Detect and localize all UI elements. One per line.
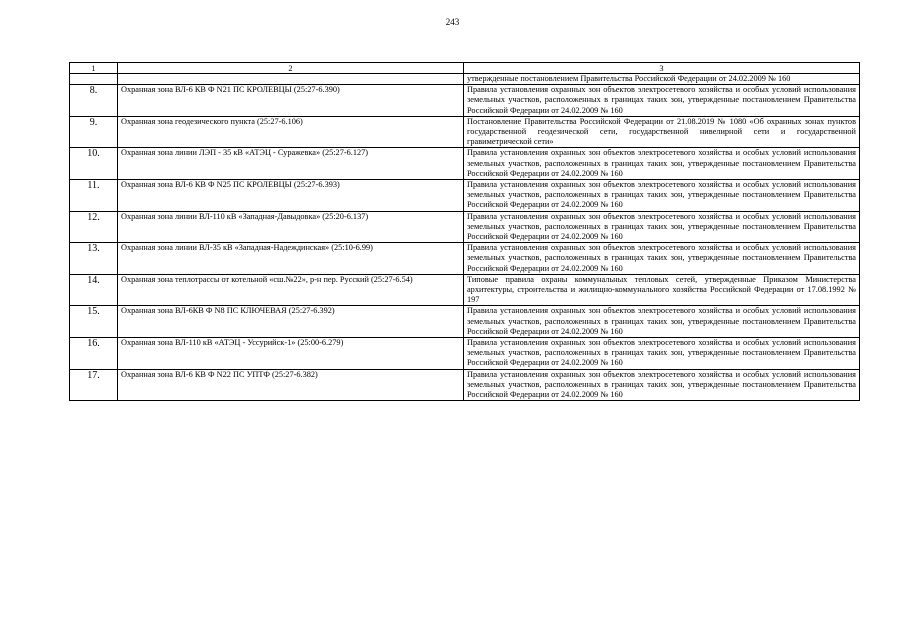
page-number: 243	[445, 17, 460, 27]
table-row	[70, 274, 860, 306]
column-header-1: 1	[70, 63, 118, 74]
row-number: 13.	[70, 243, 118, 275]
legal-basis: Правила установления охранных зон объектов электросетевого хозяйства и особых условий использования земельных участков, расположенных в границах таких зон, утвержденные постановлением Правительства Российской Федерации от 24.02.2009 № 160	[464, 338, 860, 370]
legal-basis: Правила установления охранных зон объектов электросетевого хозяйства и особых условий использования земельных участков, расположенных в границах таких зон, утвержденные постановлением Правительства Российской Федерации от 24.02.2009 № 160	[464, 180, 860, 212]
zone-name: Охранная зона ВЛ-6КВ Ф N8 ПС КЛЮЧЕВАЯ (25:27-6.392)	[118, 306, 464, 338]
zone-name: Охранная зона линии ВЛ-110 кВ «Западная-Давыдовка» (25:20-6.137)	[118, 211, 464, 243]
zone-name: Охранная зона линии ЛЭП - 35 кВ «АТЭЦ - Суражевка» (25:27-6.127)	[118, 148, 464, 180]
row-number: 12.	[70, 211, 118, 243]
table-cell-law: утвержденные постановлением Правительства Российской Федерации от 24.02.2009 № 160	[464, 74, 860, 85]
table-row	[70, 369, 860, 401]
zones-table	[69, 62, 860, 401]
table-cell-num	[70, 74, 118, 85]
table-row	[70, 306, 860, 338]
table-row	[70, 180, 860, 212]
row-number: 9.	[70, 116, 118, 148]
zone-name: Охранная зона ВЛ-6 КВ Ф N22 ПС УПТФ (25:27-6.382)	[118, 369, 464, 401]
zone-name: Охранная зона теплотрассы от котельной «сш.№22», р-н пер. Русский (25:27-6.54)	[118, 274, 464, 306]
row-number: 8.	[70, 85, 118, 117]
column-header-3: 3	[464, 63, 860, 74]
row-number: 14.	[70, 274, 118, 306]
column-header-2: 2	[118, 63, 464, 74]
legal-basis: Постановление Правительства Российской Федерации от 21.08.2019 № 1080 «Об охранных зонах пунктов государственной геодезической сети, государственной нивелирной сети и государственной гравиметрической сети»	[464, 116, 860, 148]
zone-name: Охранная зона ВЛ-110 кВ «АТЭЦ - Уссурийск-1» (25:00-6.279)	[118, 338, 464, 370]
table-row	[70, 243, 860, 275]
row-number: 15.	[70, 306, 118, 338]
row-number: 11.	[70, 180, 118, 212]
table-row	[70, 211, 860, 243]
table-row-continuation	[70, 74, 860, 85]
zone-name: Охранная зона геодезического пункта (25:27-6.106)	[118, 116, 464, 148]
legal-basis: Правила установления охранных зон объектов электросетевого хозяйства и особых условий использования земельных участков, расположенных в границах таких зон, утвержденные постановлением Правительства Российской Федерации от 24.02.2009 № 160	[464, 211, 860, 243]
legal-basis: Типовые правила охраны коммунальных тепловых сетей, утвержденные Приказом Министерства архитектуры, строительства и жилищно-коммунального хозяйства Российской Федерации от 17.08.1992 № 197	[464, 274, 860, 306]
legal-basis: Правила установления охранных зон объектов электросетевого хозяйства и особых условий использования земельных участков, расположенных в границах таких зон, утвержденные постановлением Правительства Российской Федерации от 24.02.2009 № 160	[464, 85, 860, 117]
table-header-row	[70, 63, 860, 74]
table-row	[70, 116, 860, 148]
zone-name: Охранная зона ВЛ-6 КВ Ф N25 ПС КРОЛЕВЦЫ (25:27-6.393)	[118, 180, 464, 212]
table-row	[70, 148, 860, 180]
table-row	[70, 85, 860, 117]
legal-basis: Правила установления охранных зон объектов электросетевого хозяйства и особых условий использования земельных участков, расположенных в границах таких зон, утвержденные постановлением Правительства Российской Федерации от 24.02.2009 № 160	[464, 148, 860, 180]
row-number: 10.	[70, 148, 118, 180]
table-cell-name	[118, 74, 464, 85]
table-row	[70, 338, 860, 370]
legal-basis: Правила установления охранных зон объектов электросетевого хозяйства и особых условий использования земельных участков, расположенных в границах таких зон, утвержденные постановлением Правительства Российской Федерации от 24.02.2009 № 160	[464, 306, 860, 338]
legal-basis: Правила установления охранных зон объектов электросетевого хозяйства и особых условий использования земельных участков, расположенных в границах таких зон, утвержденные постановлением Правительства Российской Федерации от 24.02.2009 № 160	[464, 243, 860, 275]
row-number: 16.	[70, 338, 118, 370]
zone-name: Охранная зона ВЛ-6 КВ Ф N21 ПС КРОЛЕВЦЫ (25:27-6.390)	[118, 85, 464, 117]
zone-name: Охранная зона линии ВЛ-35 кВ «Западная-Надеждинская» (25:10-6.99)	[118, 243, 464, 275]
row-number: 17.	[70, 369, 118, 401]
legal-basis: Правила установления охранных зон объектов электросетевого хозяйства и особых условий использования земельных участков, расположенных в границах таких зон, утвержденные постановлением Правительства Российской Федерации от 24.02.2009 № 160	[464, 369, 860, 401]
